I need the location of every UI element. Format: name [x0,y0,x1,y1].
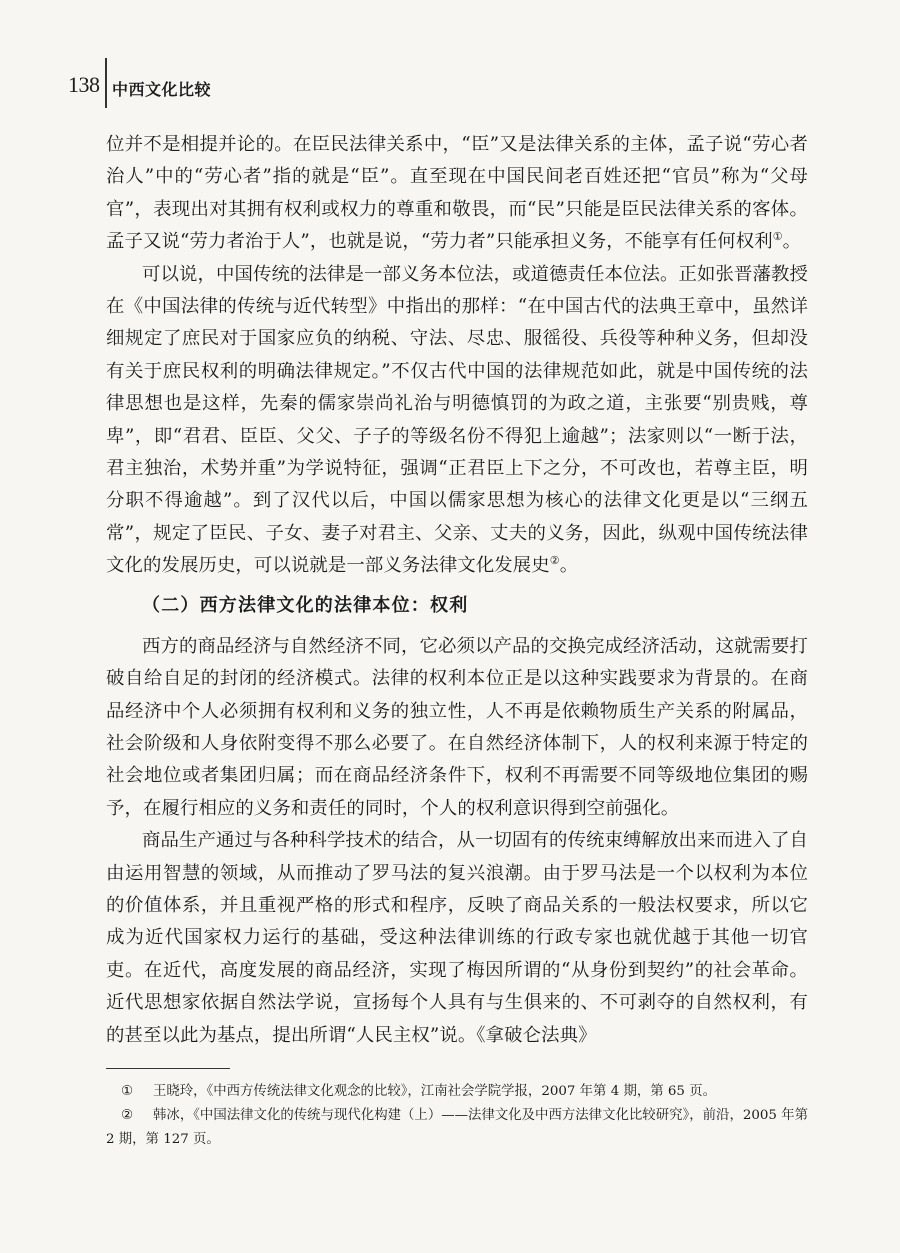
footnote-ref-2[interactable]: ② [549,554,560,568]
paragraph-1-end: 。 [782,231,802,253]
paragraph-2 [106,259,808,583]
section-heading: （二）西方法律文化的法律本位：权利 [142,594,469,616]
footnote-2 [106,1104,808,1152]
paragraph-4: 商品生产通过与各种科学技术的结合，从一切固有的传统束缚解放出来而进入了自由运用智慧的领域，从而推动了罗马法的复兴浪潮。由于罗马法是一个以权利为本位的价值体系，并且重视严格的形式和程序，反映了商品关系的一般法权要求，所以它成为近代国家权力运行的基础，受这种法律训练的行政专家也就优越于其他一切官吏。在近代，高度发展的商品经济，实现了梅因所谓的“从身份到契约”的社会革命。近代思想家依据自然法学说，宣扬每个人具有与生俱来的、不可剥夺的自然权利，有的甚至以此为基点，提出所谓“人民主权”说。《拿破仑法典》 [106,830,808,1046]
paragraph-2-end: 。 [559,555,579,577]
footnote-2-text: 韩冰，《中国法律文化的传统与现代化构建（上）——法律文化及中西方法律文化比较研究》，前沿，2005 年第 2 期，第 127 页。 [106,1108,808,1147]
footnote-1 [106,1080,808,1104]
paragraph-2-text: 可以说，中国传统的法律是一部义务本位法，或道德责任本位法。正如张晋藩教授在《中国法律的传统与近代转型》中指出的那样：“在中国古代的法典王章中，虽然详细规定了庶民对于国家应负的纳税、守法、尽忠、服徭役、兵役等种种义务，但却没有关于庶民权利的明确法律规定。”不仅古代中国的法律规范如此，就是中国传统的法律思想也是这样，先秦的儒家崇尚礼治与明德慎罚的为政之道，主张要“别贵贱，尊卑”，即“君君、臣臣、父父、子子的等级名份不得犯上逾越”；法家则以“一断于法，君主独治，术势并重”为学说特征，强调“正君臣上下之分，不可改也，若尊主臣，明分职不得逾越”。到了汉代以后，中国以儒家思想为核心的法律文化更是以“三纲五常”，规定了臣民、子女、妻子对君主、父亲、丈夫的义务，因此，纵观中国传统法律文化的发展历史，可以说就是一部义务法律文化发展史 [106,263,808,577]
header-divider [105,58,107,108]
main-text [106,129,808,1052]
footnote-1-text: 王晓玲，《中西方传统法律文化观念的比较》，江南社会学院学报，2007 年第 4 期，第 65 页。 [153,1084,716,1099]
paragraph-3: 西方的商品经济与自然经济不同，它必须以产品的交换完成经济活动，这就需要打破自给自足的封闭的经济模式。法律的权利本位正是以这种实践要求为背景的。在商品经济中个人必须拥有权利和义务的独立性，人不再是依赖物质生产关系的附属品，社会阶级和人身依附变得不那么必要了。在自然经济体制下，人的权利来源于特定的社会地位或者集团归属；而在商品经济条件下，权利不再需要不同等级地位集团的赐予，在履行相应的义务和责任的同时，个人的权利意识得到空前强化。 [106,635,808,819]
footnote-2-marker: ② [121,1108,134,1123]
footnote-divider [106,1068,230,1069]
running-title: 中西文化比较 [112,80,212,99]
paragraph-1-text: 位并不是相提并论的。在臣民法律关系中，“臣”又是法律关系的主体，孟子说“劳心者治人”中的“劳心者”指的就是“臣”。直至现在中国民间老百姓还把“官员”称为“父母官”，表现出对其拥有权利或权力的尊重和敬畏，而“民”只能是臣民法律关系的客体。孟子又说“劳力者治于人”，也就是说，“劳力者”只能承担义务，不能享有任何权利 [106,134,808,253]
footnote-1-marker: ① [121,1084,134,1099]
footnotes [106,1080,808,1152]
page-number: 138 [68,72,100,97]
paragraph-1 [106,129,808,259]
running-header [68,58,468,108]
footnote-ref-1[interactable]: ① [772,230,783,244]
